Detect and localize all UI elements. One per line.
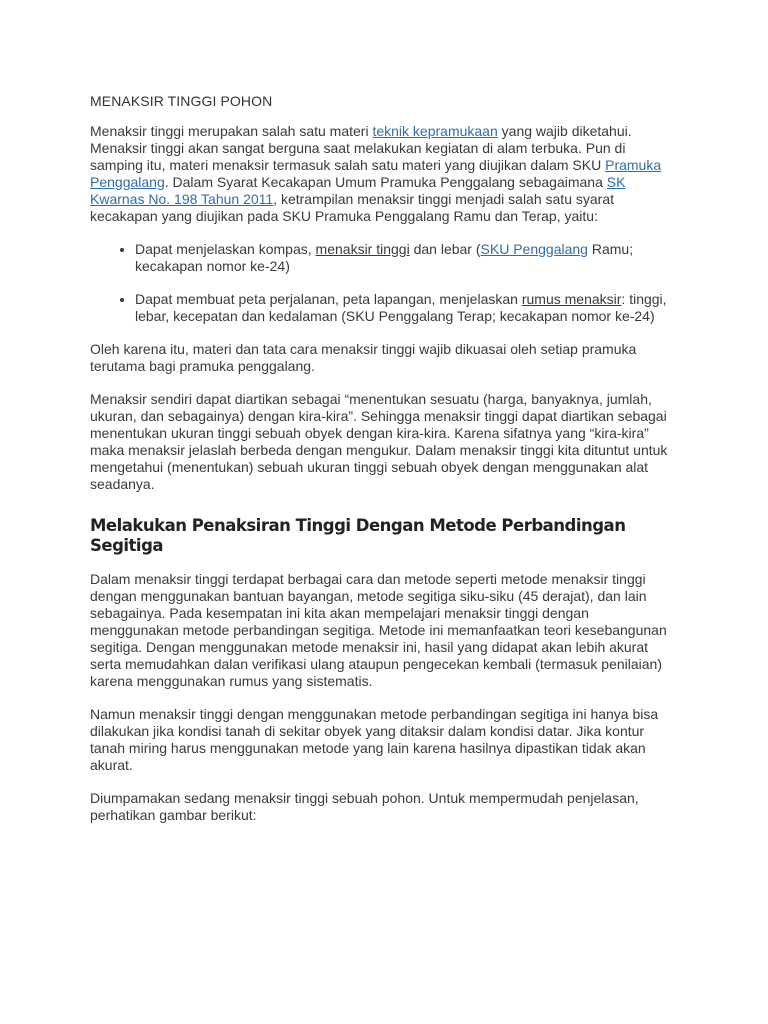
underlined-term-rumus-menaksir: rumus menaksir [521,291,622,307]
intro-paragraph [90,123,678,225]
intro-text-4: . Dalam Syarat Kecakapan Umum Pramuka Penggalang sebagaimana [164,174,607,190]
bullet-1-text-2: dan lebar ( [409,241,481,257]
bullet-1-text-3: Ramu; kecakapan nomor ke-24) [135,241,634,274]
link-sku-penggalang[interactable]: SKU Penggalang [480,241,588,257]
section-heading: Melakukan Penaksiran Tinggi Dengan Metode Perbandingan Segitiga [90,516,626,555]
bullet-2-text-1: Dapat membuat peta perjalanan, peta lapangan, menjelaskan [135,291,522,307]
intro-text-1: Menaksir tinggi merupakan salah satu materi [90,123,373,139]
bullet-1-text-1: Dapat menjelaskan kompas, [135,241,316,257]
paragraph-5: Namun menaksir tinggi dengan menggunakan metode perbandingan segitiga ini hanya bisa dilakukan jika kondisi tanah di sekitar obyek yang ditaksir dalam kondisi datar. Jika kontur tanah miring harus menggunakan metode yang lain karena hasilnya dipastikan tidak akan akurat. [90,706,659,773]
list-item [135,291,678,325]
link-pramuka[interactable]: Pramuka [605,157,662,173]
link-sk-kwarnas[interactable]: SK Kwarnas No. 198 Tahun 2011 [90,174,626,207]
list-item [135,241,678,275]
intro-text-2: yang wajib diketahui. Menaksir tinggi akan sangat berguna saat melakukan kegiatan di alam terbuka. Pun di samping itu, materi menaksir termasuk salah satu materi yang diujikan dalam SKU [90,123,632,173]
paragraph-3: Menaksir sendiri dapat diartikan sebagai “menentukan sesuatu (harga, banyaknya, jumlah, ukuran, dan sebagainya) dengan kira-kira”. Sehingga menaksir tinggi dapat diartikan sebagai menentukan ukuran tinggi sebuah obyek dengan kira-kira. Karena sifatnya yang “kira-kira” maka menaksir jelaslah berbeda dengan mengukur. Dalam menaksir tinggi kita dituntut untuk mengetahui (menentukan) sebuah ukuran tinggi sebuah obyek dengan menggunakan alat seadanya. [90,391,668,492]
link-penggalang[interactable]: Penggalang [90,174,165,190]
requirements-list [90,241,678,325]
paragraph-6: Diumpamakan sedang menaksir tinggi sebuah pohon. Untuk mempermudah penjelasan, perhatikan gambar berikut: [90,790,639,823]
paragraph-2: Oleh karena itu, materi dan tata cara menaksir tinggi wajib dikuasai oleh setiap pramuka terutama bagi pramuka penggalang. [90,341,637,374]
bullet-2-text-2: : tinggi, lebar, kecepatan dan kedalaman (SKU Penggalang Terap; kecakapan nomor ke-24) [135,291,667,324]
intro-text-5: , ketrampilan menaksir tinggi menjadi salah satu syarat kecakapan yang diujikan pada SKU Pramuka Penggalang Ramu dan Terap, yaitu: [90,191,614,224]
paragraph-4: Dalam menaksir tinggi terdapat berbagai cara dan metode seperti metode menaksir tinggi dengan menggunakan bantuan bayangan, metode segitiga siku-siku (45 derajat), dan lain sebagainya. Pada kesempatan ini kita akan mempelajari menaksir tinggi dengan menggunakan metode perbandingan segitiga. Metode ini memanfaatkan teori kesebangunan segitiga. Dengan menggunakan metode menaksir ini, hasil yang didapat akan lebih akurat serta memudahkan dalan verifikasi ulang ataupun pengecekan kembali (termasuk penilaian) karena menggunakan rumus yang sistematis. [90,571,667,689]
underlined-term-menaksir-tinggi: menaksir tinggi [315,241,410,257]
document-title: MENAKSIR TINGGI POHON [90,93,273,109]
link-teknik-kepramukaan[interactable]: teknik kepramukaan [372,123,498,139]
